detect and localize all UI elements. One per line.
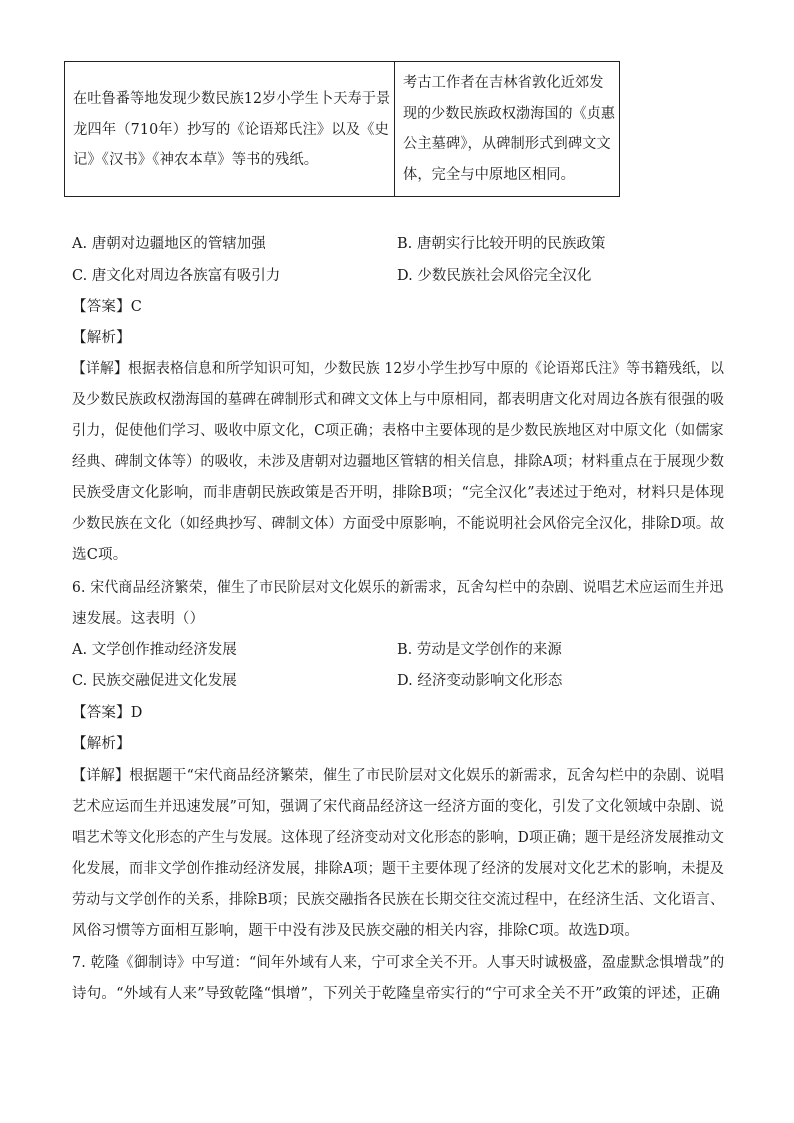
q6-detail-line: 【详解】根据题干“宋代商品经济繁荣，催生了市民阶层对文化娱乐的新需求，瓦舍勾栏中的杂剧、说唱	[72, 768, 725, 784]
source-cell-right	[395, 62, 620, 197]
table-right-line: 考古工作者在吉林省敦化近郊发	[403, 75, 604, 91]
q6-detail-line: 化发展，而非文学创作推动经济发展，排除A项；题干主要体现了经济的发展对文化艺术的影响，未提及	[72, 861, 725, 877]
table-right-line: 公主墓碑》，从碑制形式到碑文文	[403, 136, 611, 152]
q5-detail-line: 及少数民族政权渤海国的墓碑在碑制形式和碑文文体上与中原相同，都表明唐文化对周边各族有很强的吸	[72, 392, 725, 408]
q5-detail-line: 选C项。	[72, 547, 128, 563]
q6-detail-line: 艺术应运而生并迅速发展”可知，强调了宋代商品经济这一经济方面的变化，引发了文化领域中杂剧、说	[72, 799, 725, 815]
table-left-line: 记》《汉书》《神农本草》等书的残纸。	[73, 152, 319, 168]
q5-detail-line: 【详解】根据表格信息和所学知识可知，少数民族 12岁小学生抄写中原的《论语郑氏注》等书籍残纸，以	[72, 361, 725, 377]
q5-option-a: A. 唐朝对边疆地区的管辖加强	[72, 236, 266, 252]
q5-detail-line: 引力，促使他们学习、吸收中原文化，C项正确；表格中主要体现的是少数民族地区对中原文化（如儒家	[72, 423, 724, 439]
table-right-line: 现的少数民族政权渤海国的《贞惠	[403, 105, 615, 122]
table-right-line: 体，完全与中原地区相同。	[403, 166, 575, 183]
table-left-line: 龙四年（710年）抄写的《论语郑氏注》以及《史	[73, 121, 389, 138]
q6-stem-line: 6. 宋代商品经济繁荣，催生了市民阶层对文化娱乐的新需求，瓦舍勾栏中的杂剧、说唱艺术应运而生并迅	[72, 580, 724, 596]
q7-stem-line: 7. 乾隆《御制诗》中写道：“间年外域有人来，宁可求全关不开。人事天时诚极盛，盈虚默念惧增哉”的	[72, 955, 725, 971]
table-left-line: 在吐鲁番等地发现少数民族12岁小学生卜天寿于景	[73, 91, 391, 107]
q5-option-d: D. 少数民族社会风俗完全汉化	[397, 268, 592, 284]
q7-stem-line: 诗句。“外域有人来”导致乾隆“惧增”，下列关于乾隆皇帝实行的“宁可求全关不开”政策的评述，正确	[72, 986, 721, 1002]
q5-detail-line: 经典、碑制文体等）的吸收，未涉及唐朝对边疆地区管辖的相关信息，排除A项；材料重点在于展现少数	[72, 454, 725, 470]
q6-option-b: B. 劳动是文学创作的来源	[397, 642, 562, 658]
q6-option-a: A. 文学创作推动经济发展	[72, 642, 237, 658]
q5-detail-line: 少数民族在文化（如经典抄写、碑制文体）方面受中原影响，不能说明社会风俗完全汉化，排除D项。故	[72, 516, 725, 532]
q5-answer: 【答案】C	[72, 299, 143, 315]
q5-option-c: C. 唐文化对周边各族富有吸引力	[72, 268, 281, 284]
source-table	[64, 61, 620, 197]
q5-detail-line: 民族受唐文化影响，而非唐朝民族政策是否开明，排除B项；“完全汉化”表述过于绝对，材料只是体现	[72, 485, 725, 501]
q6-analysis-heading: 【解析】	[72, 736, 131, 752]
q6-answer: 【答案】D	[72, 705, 143, 721]
q6-detail-line: 劳动与文学创作的关系，排除B项；民族交融指各民族在长期交往交流过程中，在经济生活、文化语言、	[72, 892, 725, 908]
q5-option-b: B. 唐朝实行比较开明的民族政策	[397, 236, 606, 252]
q6-option-c: C. 民族交融促进文化发展	[72, 673, 237, 689]
q6-detail-line: 风俗习惯等方面相互影响，题干中没有涉及民族交融的相关内容，排除C项。故选D项。	[72, 923, 640, 939]
q6-detail-line: 唱艺术等文化形态的产生与发展。这体现了经济变动对文化形态的影响，D项正确；题干是经济发展推动文	[72, 830, 725, 846]
source-cell-left	[65, 62, 395, 197]
q5-analysis-heading: 【解析】	[72, 330, 131, 346]
q6-stem-line: 速发展。这表明（）	[72, 611, 205, 627]
q6-option-d: D. 经济变动影响文化形态	[397, 673, 563, 689]
